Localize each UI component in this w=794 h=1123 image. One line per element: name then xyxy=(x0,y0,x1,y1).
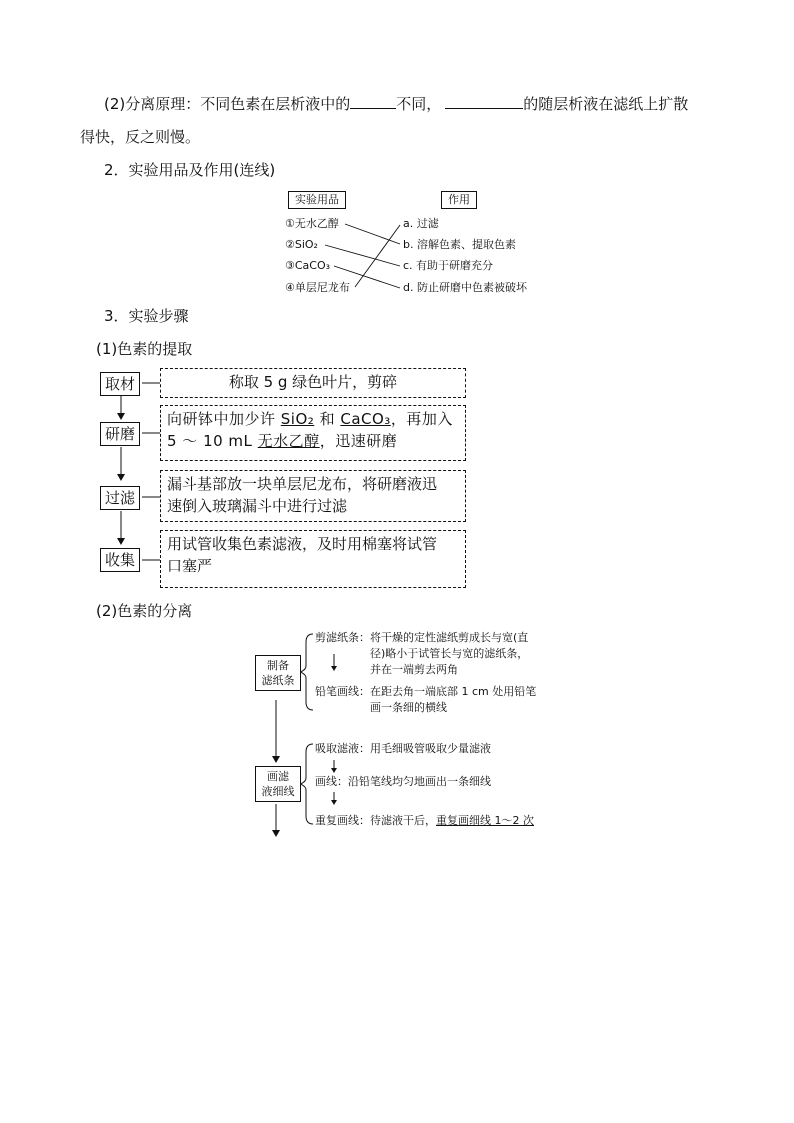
section3-title: 3．实验步骤 xyxy=(104,307,189,325)
pencil-line2: 画一条细的横线 xyxy=(370,701,447,714)
pencil-text1: 在距去角一端底部 1 cm 处用铅笔 xyxy=(370,685,537,698)
grind-text-c: 5 ～ 10 mL xyxy=(167,432,258,450)
collect-line2: 口塞严 xyxy=(167,557,213,575)
item-caco3: ③CaCO₃ xyxy=(285,259,331,272)
principle-prefix: (2)分离原理：不同色素在层析液中的 xyxy=(104,95,351,113)
items-header: 实验用品 xyxy=(288,191,346,209)
pencil-head: 铅笔画线： xyxy=(315,685,370,698)
draw-line-box xyxy=(255,766,301,802)
section2-title: 2．实验用品及作用(连线) xyxy=(104,161,276,179)
matching-lines xyxy=(0,0,794,320)
grind-ethanol: 无水乙醇 xyxy=(257,432,320,450)
grind-and: 和 xyxy=(314,410,341,428)
grind-text-d: ，迅速研磨 xyxy=(319,432,398,450)
cut-strip-head: 剪滤纸条： xyxy=(315,631,370,644)
absorb-text: 用毛细吸管吸取少量滤液 xyxy=(370,742,491,755)
repeat-head: 重复画线： xyxy=(315,814,370,827)
grind-caco3: CaCO₃ xyxy=(340,410,391,428)
filter-line2: 速倒入玻璃漏斗中进行过滤 xyxy=(167,497,348,515)
draw-line-label2: 液细线 xyxy=(261,785,295,798)
filter-line1: 漏斗基部放一块单层尼龙布，将研磨液迅 xyxy=(167,475,438,493)
item-ethanol: ①无水乙醇 xyxy=(285,217,339,230)
step-label-take: 取材 xyxy=(100,372,140,396)
principle-line2: 得快，反之则慢。 xyxy=(80,128,201,146)
prepare-strip-label1: 制备 xyxy=(267,659,289,672)
step-desc-collect xyxy=(160,530,466,588)
absorb-head: 吸取滤液： xyxy=(315,742,370,755)
prepare-strip-box xyxy=(255,655,301,691)
use-filter: a. 过滤 xyxy=(403,217,439,230)
item-nylon: ④单层尼龙布 xyxy=(285,281,350,294)
step-desc-take-text: 称取 5 g 绿色叶片，剪碎 xyxy=(228,373,398,391)
extraction-subtitle: (1)色素的提取 xyxy=(96,340,193,358)
principle-middle: 不同， xyxy=(396,95,442,113)
use-protect: d. 防止研磨中色素被破坏 xyxy=(403,281,527,294)
collect-line1: 用试管收集色素滤液，及时用棉塞将试管 xyxy=(167,535,438,553)
pencil-line1 xyxy=(315,684,536,699)
step-label-collect: 收集 xyxy=(100,548,140,572)
cut-strip-line3: 并在一端剪去两角 xyxy=(370,663,458,676)
principle-suffix: 的随层析液在滤纸上扩散 xyxy=(523,95,689,113)
step-desc-grind xyxy=(160,405,466,461)
prepare-strip-label2: 滤纸条 xyxy=(261,674,295,687)
repeat-line xyxy=(315,813,534,828)
draw-line-label1: 画滤 xyxy=(267,770,289,783)
step-desc-filter xyxy=(160,470,466,522)
step-label-grind: 研磨 xyxy=(100,422,140,446)
use-header: 作用 xyxy=(441,191,477,209)
absorb-line xyxy=(315,741,491,756)
cut-strip-line1 xyxy=(315,630,528,645)
use-grind: c. 有助于研磨充分 xyxy=(403,259,494,272)
item-sio2: ②SiO₂ xyxy=(285,238,318,251)
separation-subtitle: (2)色素的分离 xyxy=(96,602,193,620)
repeat-text1: 待滤液干后， xyxy=(370,814,436,827)
step-label-filter: 过滤 xyxy=(100,486,140,510)
draw-text: 沿铅笔线均匀地画出一条细线 xyxy=(348,775,491,788)
draw-line xyxy=(315,774,491,789)
use-dissolve: b. 溶解色素、提取色素 xyxy=(403,238,516,251)
grind-text-b: ，再加入 xyxy=(390,410,453,428)
repeat-text2: 重复画细线 1～2 次 xyxy=(436,814,534,827)
draw-head: 画线： xyxy=(315,775,348,788)
grind-sio2: SiO₂ xyxy=(280,410,315,428)
cut-strip-line2: 径)略小于试管长与宽的滤纸条， xyxy=(370,647,529,660)
grind-text-a: 向研钵中加少许 xyxy=(167,410,281,428)
step-desc-take xyxy=(160,368,466,398)
cut-strip-text1: 将干燥的定性滤纸剪成长与宽(直 xyxy=(370,631,529,644)
